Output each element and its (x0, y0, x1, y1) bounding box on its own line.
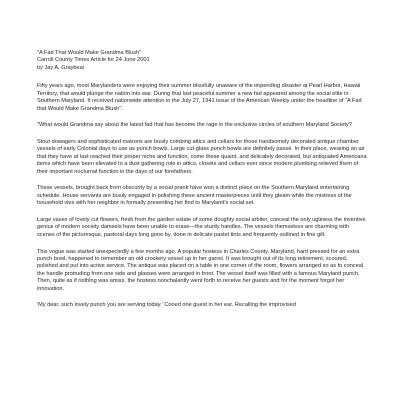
paragraph-2: "What would Grandma say about the latest fad that has become the rage in the exclusive circles of southern Maryland Society? (37, 122, 352, 129)
article-subtitle: Carroll County Times Article for 24 June 2001 (37, 57, 150, 64)
paragraph-3: Stout dowagers and sophisticated matrons are busily combing attics and cellars for those handsomely decorated antique chamber vessels of early Colonial days to use as punch bowls. Large cut-glass punch bowls are definitely passé. In their place, wearing an air that they have at last reached their proper niche and function, come these quaint, and delicately decorated, but antiquated Americana items which have been elevated to a dust gathering role in attics, closets and cellars ever since modern plumbing relieved them of their important nocturnal function in the days of our forefathers. (37, 139, 367, 175)
paragraph-6: This vogue was started unexpectedly a few months ago. A popular hostess in Charles County, Maryland, hard pressed for an extra punch bowl, happened to remember an old crockery vessel up in her garret. It was brought out of its long retirement, scoured, polished and put into active service. The antique was placed on a table in one corner of the room, flowers arranged so as to conceal the handle protruding from one side and glasses were arranged in front. The vessel itself was filled with a famous Maryland punch. Then, quite as if nothing was amiss, the hostess nonchalantly went forth to receive her guests and for the moment forgot her innovation. (37, 248, 364, 292)
paragraph-5: Large vases of lovely cut flowers, fresh from the garden estate of some doughty social arbiter, conceal the only ugliness the inventive genius of modern society damsels have been unable to erase—the sturdy handles. The vessels themselves are charming with scenes of the picturesque, pastoral days long gone by, done in delicate pastel tints and frequently outlined in fine gilt. (37, 217, 366, 238)
paragraph-7: 'My dear, such lovely punch you are serving today.' Cooed one guest in her ear. Recalling the improvised (37, 302, 296, 309)
article-title: "A Fad That Would Make Grandma Blush" (37, 50, 142, 56)
article-header (37, 50, 368, 72)
paragraph-4: These vessels, brought back from obscurity by a social prank have won a distinct place on the Southern Maryland entertaining schedule. House servants are busily engaged in polishing these ancient masterpieces until they gleam while the mistress of the household vies with her neighbor in formally presenting her find to Maryland's social set. (37, 185, 352, 207)
paragraph-1: Fifty years ago, most Marylanders were enjoying their summer blissfully unaware of the impending disaster at Pearl Harbor, Hawaii Territory, that would plunge the nation into war. During that last peaceful summer a new fad appeared among the social elite in Southern Maryland. It received nationwide attention in the July 27, 1941 issue of the American Weekly under the headline of "A Fad that Would Make Grandma Blush": (37, 83, 362, 112)
article-byline: by Jay A. Graybeal (37, 64, 84, 71)
article-body (37, 50, 368, 319)
